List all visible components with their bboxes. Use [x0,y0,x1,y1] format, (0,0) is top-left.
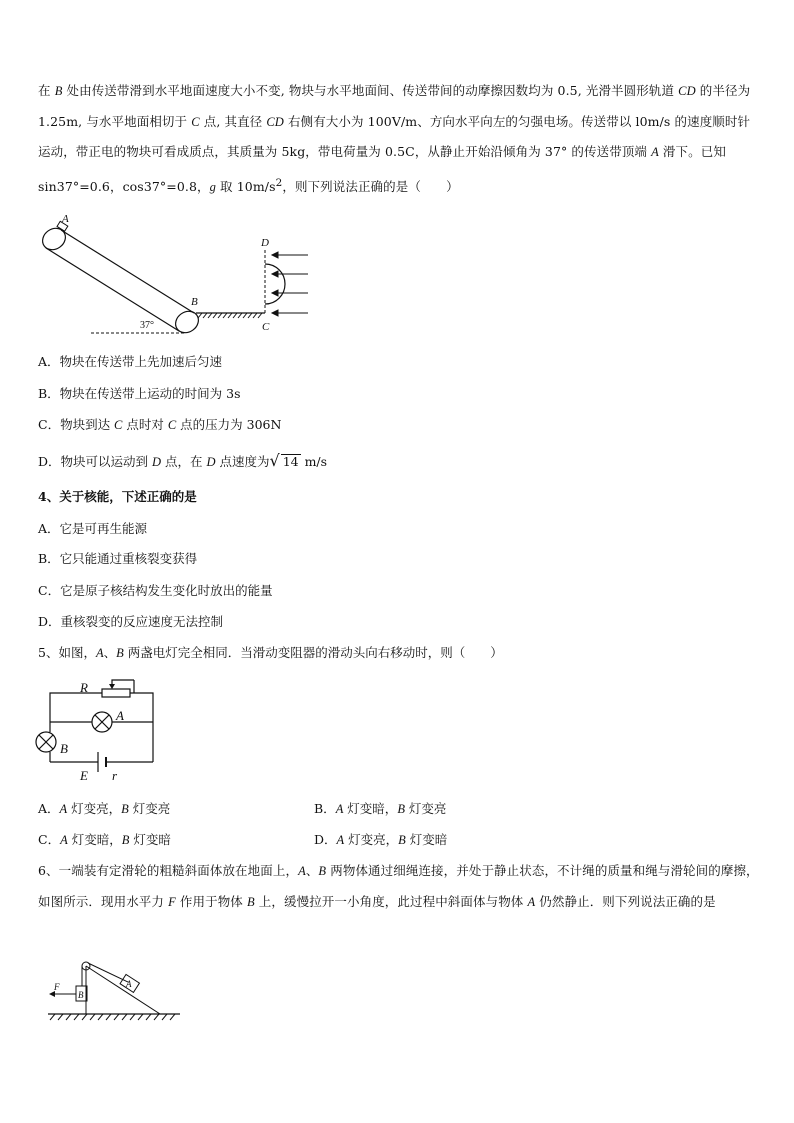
q3-option-c-mid: 点时对 [122,417,168,432]
sqrt-symbol: √ [269,451,280,470]
rheostat [102,689,130,697]
q3-stem: 在 B 处由传送带滑到水平地面速度大小不变, 物块与水平地面间、传送带间的动摩擦因数均为 0.5, 光滑半圆形轨道 CD 的半径为 1.25m, 与水平地面相切于 C 点, 其直径 CD 右侧有大小为 100V/m、方向水平向左的匀强电场。传送带以 l0m/s 的速度顺时针运动，带正电的物块可看成质点，其质量为 5kg，带电荷量为 0.5C，从静止开始沿倾角为 37° 的传送带顶端 A 滑下。已知 sin37°=0.6，cos37°=0.8，g 取 $10m/s^2$，则下列说法正确的是（ ） [38,83,751,194]
conveyor-belt [38,224,202,337]
label-block-b: B [78,990,84,1000]
label-lamp-b: B [60,741,68,756]
q3-option-d-point1: D [152,455,162,469]
q3-option-d-mid: 点，在 [161,454,207,469]
incline [86,966,160,1014]
label-a: A [62,213,69,225]
electric-field-arrows [272,252,308,316]
ground-hatching [198,313,262,318]
q3-option-d [38,452,327,471]
angle-label: 37° [140,320,154,331]
q5-option-c: C．A 灯变暗，B 灯变暗 [38,832,171,847]
q5-option-d: D．A 灯变亮，B 灯变暗 [314,832,448,847]
q4-option-d: D．重核裂变的反应速度无法控制 [38,614,224,629]
q3-option-d-pre: D．物块可以运动到 [38,454,152,469]
q4-title: 4、关于核能，下述正确的是 [38,489,197,504]
label-r: R [80,680,88,695]
q3-option-c-point2: C [167,418,177,432]
rope-to-a [88,963,128,982]
label-e: E [80,768,88,783]
label-b: B [191,296,198,308]
label-lamp-a: A [116,708,124,723]
label-block-a: A [126,979,132,989]
sqrt-radicand: 14 [282,454,299,469]
q4-option-b: B．它只能通过重核裂变获得 [38,551,198,566]
q3-option-d-point2: D [206,455,216,469]
q3-option-c-post: 点的压力为 306N [176,417,282,432]
semicircle-track [265,264,285,304]
q5-circuit [34,676,164,788]
q3-option-d-unit: m/s [300,454,328,469]
q3-option-b: B．物块在传送带上运动的时间为 3s [38,386,241,401]
label-c: C [262,321,270,333]
q6-figure [40,956,185,1028]
label-internal-r: r [112,768,118,783]
label-f: F [54,982,60,992]
q3-option-d-mid2: 点速度为 [215,454,270,469]
q3-figure [36,210,326,340]
q4-option-c: C．它是原子核结构发生变化时放出的能量 [38,583,273,598]
q6-stem: 6、一端装有定滑轮的粗糙斜面体放在地面上，A、B 两物体通过细绳连接，并处于静止状态，不计绳的质量和绳与滑轮间的摩擦，如图所示．现用水平力 F 作用于物体 B 上，缓慢拉开一小角度，此过程中斜面体与物体 A 仍然静止．则下列说法正确的是 [38,863,759,909]
q3-option-c-point1: C [114,418,123,432]
q5-title: 5、如图，A、B 两盏电灯完全相同．当滑动变阻器的滑动头向右移动时，则（ ） [38,645,503,660]
q3-option-a: A．物块在传送带上先加速后匀速 [38,354,223,369]
slider-arrow [109,684,115,689]
q3-option-c [38,416,281,434]
q5-option-a: A．A 灯变亮，B 灯变亮 [38,801,171,816]
ground-hatching [50,1014,175,1020]
q5-option-b: B．A 灯变暗，B 灯变亮 [314,801,447,816]
q3-option-c-pre: C．物块到达 [38,417,115,432]
label-d: D [261,237,269,249]
q4-option-a: A．它是可再生能源 [38,521,148,536]
